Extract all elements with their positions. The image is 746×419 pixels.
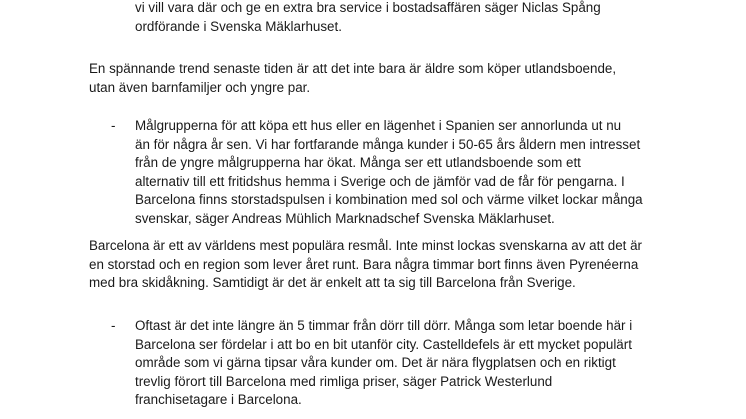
text-line: Målgrupperna för att köpa ett hus eller en lägenhet i Spanien ser annorlunda ut nu [135,118,622,133]
text-line: utan även barnfamiljer och yngre par. [89,79,311,95]
text-line: vi vill vara där och ge en extra bra service i bostadsaffären säger Niclas Spång [135,0,601,15]
text-line: svenskar, säger Andreas Mühlich Marknadschef Svenska Mäklarhuset. [135,211,555,226]
text-line: än för några år sen. Vi har fortfarande många kunder i 50-65 års åldern men intresset [135,136,641,152]
list-dash-marker: - [111,318,116,333]
text-line: Barcelona ser fördelar i att bo en bit utanför city. Castelldefels är ett mycket populärt [135,336,632,352]
text-line: Oftast är det inte längre än 5 timmar från dörr till dörr. Många som letar boende här i [135,318,633,333]
text-line: ordförande i Svenska Mäklarhuset. [135,18,342,34]
list-dash-marker: - [111,118,116,133]
text-line: alternativ till ett fritidshus hemma i Sverige och de jämför vad de får för pengarna. I [135,173,625,189]
text-line: franchisetagare i Barcelona. [135,392,302,408]
text-line: Barcelona finns storstadspulsen i kombination med sol och värme vilket lockar många [135,192,643,208]
text-line: Barcelona är ett av världens mest populära resmål. Inte minst lockas svenskarna av att det är [89,238,642,253]
text-line: En spännande trend senaste tiden är att det inte bara är äldre som köper utlandsboende, [89,61,617,76]
text-line: en storstad och en region som lever året runt. Bara några timmar bort finns även Pyrenéerna [89,256,639,272]
text-line: trevlig förort till Barcelona med rimliga priser, säger Patrick Westerlund [135,373,553,389]
text-line: område som vi gärna tipsar våra kunder om. Det är nära flygplatsen och en riktigt [135,355,616,371]
text-line: med bra skidåkning. Samtidigt är det är enkelt att ta sig till Barcelona från Sverige. [89,275,576,291]
text-line: från de yngre målgrupperna har ökat. Många ser ett utlandsboende som ett [135,155,581,171]
